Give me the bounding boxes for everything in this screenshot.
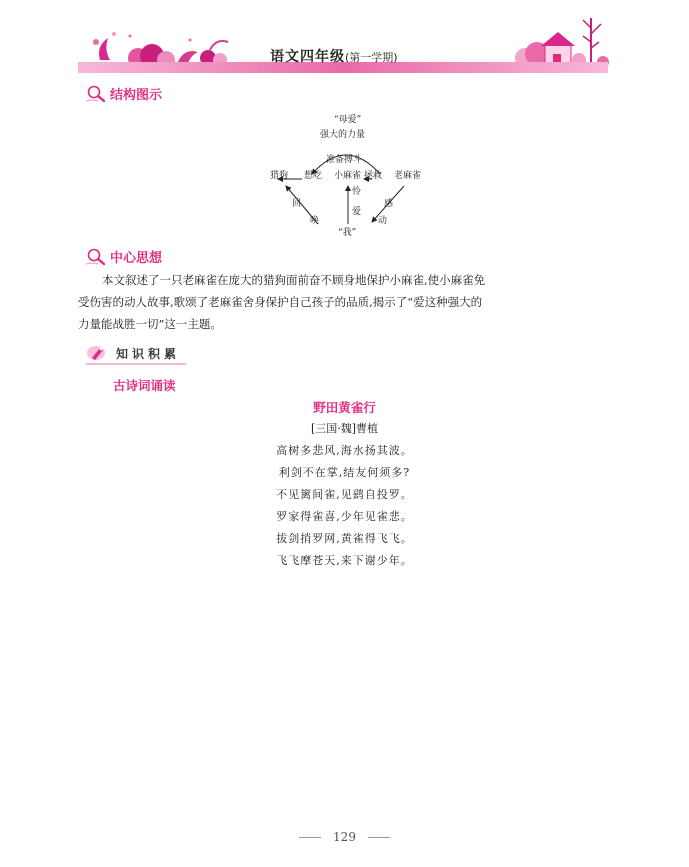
- diagram-center-node: 小麻雀: [334, 171, 362, 181]
- poem-line: 罗家得雀喜,少年见雀悲。: [276, 510, 413, 523]
- poem-line: 飞飞摩苍天,来下谢少年。: [276, 554, 413, 567]
- central-idea-line-2: 受伤害的动人故事,歌颂了老麻雀舍身保护自己孩子的品质,揭示了“爱这种强大的: [78, 295, 483, 309]
- magnifier-icon: [86, 85, 106, 103]
- magnifier-icon: [86, 248, 106, 266]
- diagram-left-node: 猎狗: [270, 171, 289, 181]
- diagram-arc-label: 准备搏斗: [326, 155, 363, 165]
- diagram-top-sub: 强大的力量: [320, 130, 366, 140]
- diagram-left-v1: 回: [292, 199, 302, 209]
- page-number-dash-right: [368, 837, 390, 838]
- diagram-right-v2: 动: [378, 216, 388, 226]
- book-title: [270, 46, 398, 66]
- central-idea-paragraph: [78, 269, 608, 335]
- poem-title: 野田黄雀行: [313, 400, 376, 415]
- central-idea-line-3: 力量能战胜一切”这一主题。: [78, 317, 222, 331]
- page-number: [0, 830, 689, 844]
- pen-nib-icon: [86, 344, 110, 362]
- poem-line: 高树多悲风,海水扬其波。: [276, 444, 413, 457]
- structure-heading: [86, 84, 162, 103]
- page-number-dash-left: [299, 837, 321, 838]
- central-idea-heading-text: 中心思想: [110, 251, 163, 266]
- book-title-semester: (第一学期): [345, 51, 398, 64]
- diagram-right-v1: 感: [384, 199, 394, 209]
- knowledge-heading: [86, 344, 180, 362]
- knowledge-underline: [86, 363, 186, 365]
- poem-author: [三国·魏]曹植: [310, 422, 379, 435]
- diagram-mid-left-label: 想吃: [304, 171, 323, 181]
- diagram-mid-right-label: 拯救: [364, 171, 383, 181]
- poem-line: 拔剑捎罗网,黄雀得飞飞。: [276, 532, 413, 545]
- central-idea-heading: [86, 247, 162, 266]
- poem-section-heading: 古诗词诵读: [113, 378, 176, 393]
- poem-line: 利剑不在掌,结友何须多?: [278, 466, 411, 479]
- book-title-main: 语文四年级: [270, 49, 345, 65]
- diagram-left-v2: 唤: [310, 216, 320, 226]
- page-number-value: 129: [333, 830, 356, 844]
- structure-heading-text: 结构图示: [110, 88, 163, 103]
- structure-diagram: [258, 112, 438, 238]
- diagram-top-quote: “母爱”: [334, 115, 362, 125]
- diagram-center-v2: 爱: [352, 207, 362, 217]
- diagram-right-node: 老麻雀: [394, 171, 422, 181]
- knowledge-heading-text: 知识积累: [116, 346, 181, 361]
- diagram-center-v1: 怜: [352, 187, 362, 197]
- central-idea-line-1: 本文叙述了一只老麻雀在庞大的猎狗面前奋不顾身地保护小麻雀,使小麻雀免: [102, 273, 486, 287]
- diagram-bottom-node: “我”: [338, 228, 357, 238]
- poem-line: 不见篱间雀,见鹞自投罗。: [276, 488, 413, 501]
